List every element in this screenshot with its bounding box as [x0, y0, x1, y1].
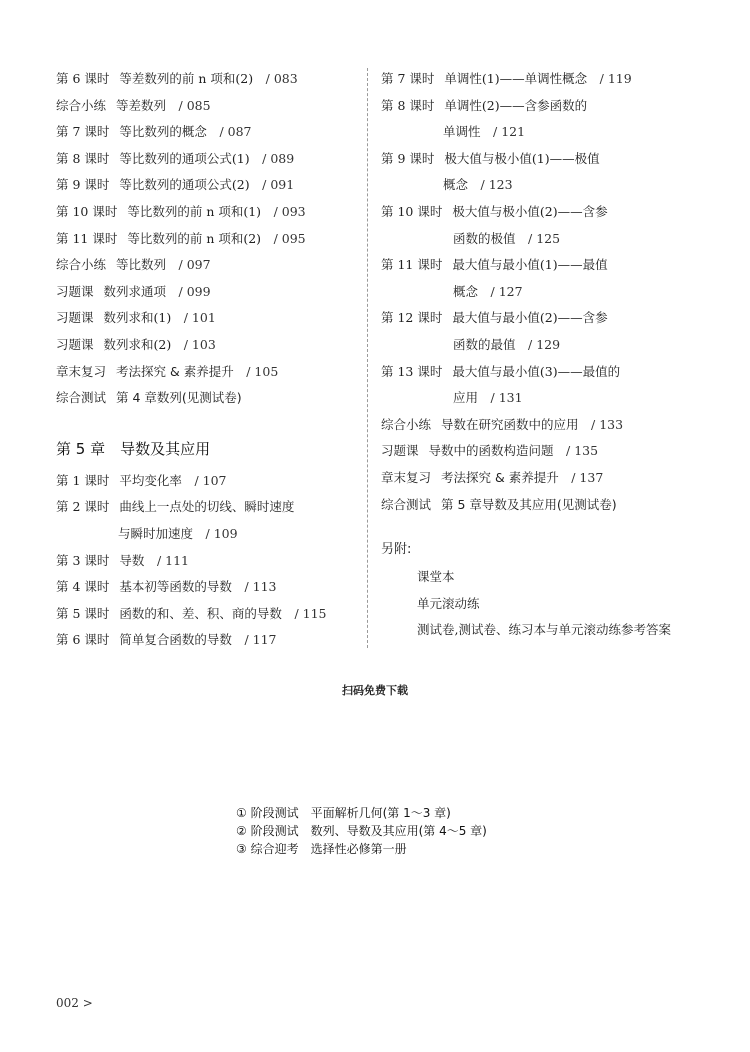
booklet-item: ③ 综合迎考 选择性必修第一册 — [236, 842, 407, 856]
toc-entry-continuation[interactable]: 函数的极值 / 125 — [453, 230, 561, 246]
page-ref: / 109 — [205, 525, 238, 541]
page-ref: / 097 — [178, 257, 211, 273]
toc-entry[interactable]: 第 6 课时 简单复合函数的导数 / 117 — [56, 632, 277, 648]
page-ref: / 111 — [156, 552, 189, 568]
page-number: 002 > — [56, 996, 93, 1010]
page-ref: / 087 — [219, 124, 252, 140]
toc-entry-continuation[interactable]: 与瞬时加速度 / 109 — [118, 525, 238, 541]
toc-entry[interactable]: 第 7 课时 等比数列的概念 / 087 — [56, 124, 252, 140]
toc-entry[interactable]: 第 3 课时 导数 / 111 — [56, 552, 189, 568]
toc-entry-continuation[interactable]: 概念 / 127 — [453, 283, 523, 299]
appendix-title: 另附: — [381, 542, 412, 558]
page-ref: / 131 — [490, 390, 523, 406]
page-ref: / 107 — [194, 472, 227, 488]
toc-entry[interactable]: 第 10 课时 极大值与极小值(2)——含参 — [381, 203, 608, 219]
column-divider — [367, 68, 368, 648]
toc-entry[interactable]: 综合小练 等差数列 / 085 — [56, 97, 211, 113]
page-ref: / 123 — [480, 177, 513, 193]
toc-entry[interactable]: 综合小练 等比数列 / 097 — [56, 257, 211, 273]
toc-entry[interactable]: 章末复习 考法探究 & 素养提升 / 137 — [381, 469, 604, 485]
booklet-item: ① 阶段测试 平面解析几何(第 1～3 章) — [236, 806, 451, 820]
toc-entry-continuation[interactable]: 应用 / 131 — [453, 390, 523, 406]
page-ref: / 105 — [246, 363, 279, 379]
toc-entry[interactable]: 第 12 课时 最大值与最小值(2)——含参 — [381, 310, 608, 326]
toc-left-column — [56, 66, 356, 654]
page-ref: / 113 — [244, 579, 277, 595]
toc-entry[interactable]: 第 13 课时 最大值与最小值(3)——最值的 — [381, 363, 621, 379]
toc-entry[interactable]: 第 1 课时 平均变化率 / 107 — [56, 472, 227, 488]
toc-entry-continuation[interactable]: 概念 / 123 — [443, 177, 513, 193]
page-ref: / 083 — [265, 71, 298, 86]
toc-entry[interactable]: 习题课 数列求通项 / 099 — [56, 283, 211, 299]
appendix-item[interactable]: 测试卷,测试卷、练习本与单元滚动练参考答案 — [417, 622, 671, 638]
toc-entry[interactable]: 第 8 课时 单调性(2)——含参函数的 — [381, 97, 588, 113]
page-ref: / 133 — [591, 416, 624, 432]
page-ref: / 091 — [262, 177, 295, 193]
page-ref: / 089 — [262, 150, 295, 166]
page-ref: / 103 — [183, 336, 216, 352]
toc-entry[interactable]: 第 4 课时 基本初等函数的导数 / 113 — [56, 579, 277, 595]
page-ref: / 101 — [183, 310, 216, 326]
page-ref: / 137 — [571, 469, 604, 485]
page-ref: / 099 — [178, 283, 211, 299]
toc-entry[interactable]: 第 9 课时 极大值与极小值(1)——极值 — [381, 150, 600, 166]
chapter-heading: 第 5 章 导数及其应用 — [56, 439, 211, 458]
toc-entry[interactable]: 第 5 课时 函数的和、差、积、商的导数 / 115 — [56, 605, 327, 621]
appendix-item[interactable]: 课堂本 — [417, 569, 455, 585]
toc-entry-continuation[interactable]: 函数的最值 / 129 — [453, 336, 561, 352]
page-ref: / 127 — [490, 283, 523, 299]
toc-entry[interactable]: 第 9 课时 等比数列的通项公式(2) / 091 — [56, 177, 295, 193]
scan-download-note: 扫码免费下载 — [342, 684, 408, 697]
toc-entry[interactable]: 综合测试 第 4 章数列(见测试卷) — [56, 390, 242, 406]
toc-entry[interactable]: 习题课 数列求和(2) / 103 — [56, 336, 216, 352]
page-ref: / 095 — [273, 230, 306, 246]
page-ref: / 093 — [273, 203, 306, 219]
toc-entry[interactable]: 章末复习 考法探究 & 素养提升 / 105 — [56, 363, 279, 379]
booklet-list — [236, 804, 487, 858]
toc-entry-continuation[interactable]: 单调性 / 121 — [443, 124, 526, 140]
page-ref: / 115 — [294, 605, 327, 621]
toc-entry[interactable]: 第 10 课时 等比数列的前 n 项和(1) / 093 — [56, 203, 306, 219]
page-ref: / 121 — [493, 124, 526, 140]
page-ref: / 117 — [244, 632, 277, 648]
toc-entry[interactable]: 习题课 导数中的函数构造问题 / 135 — [381, 443, 599, 459]
toc-entry[interactable]: 习题课 数列求和(1) / 101 — [56, 310, 216, 326]
booklet-item: ② 阶段测试 数列、导数及其应用(第 4～5 章) — [236, 824, 487, 838]
page-ref: / 135 — [566, 443, 599, 459]
toc-entry[interactable]: 第 7 课时 单调性(1)——单调性概念 / 119 — [381, 71, 632, 86]
page-ref: / 119 — [599, 71, 632, 86]
toc-right-column — [381, 66, 721, 644]
page-ref: / 129 — [528, 336, 561, 352]
toc-entry[interactable]: 综合测试 第 5 章导数及其应用(见测试卷) — [381, 496, 617, 512]
appendix-item[interactable]: 单元滚动练 — [417, 595, 480, 611]
toc-entry[interactable]: 第 2 课时 曲线上一点处的切线、瞬时速度 — [56, 499, 295, 515]
toc-entry[interactable]: 第 11 课时 最大值与最小值(1)——最值 — [381, 257, 608, 273]
toc-entry[interactable]: 第 8 课时 等比数列的通项公式(1) / 089 — [56, 150, 295, 166]
toc-entry[interactable]: 综合小练 导数在研究函数中的应用 / 133 — [381, 416, 624, 432]
page-ref: / 085 — [178, 97, 211, 113]
toc-entry[interactable]: 第 6 课时 等差数列的前 n 项和(2) / 083 — [56, 71, 298, 86]
page-ref: / 125 — [528, 230, 561, 246]
toc-entry[interactable]: 第 11 课时 等比数列的前 n 项和(2) / 095 — [56, 230, 306, 246]
